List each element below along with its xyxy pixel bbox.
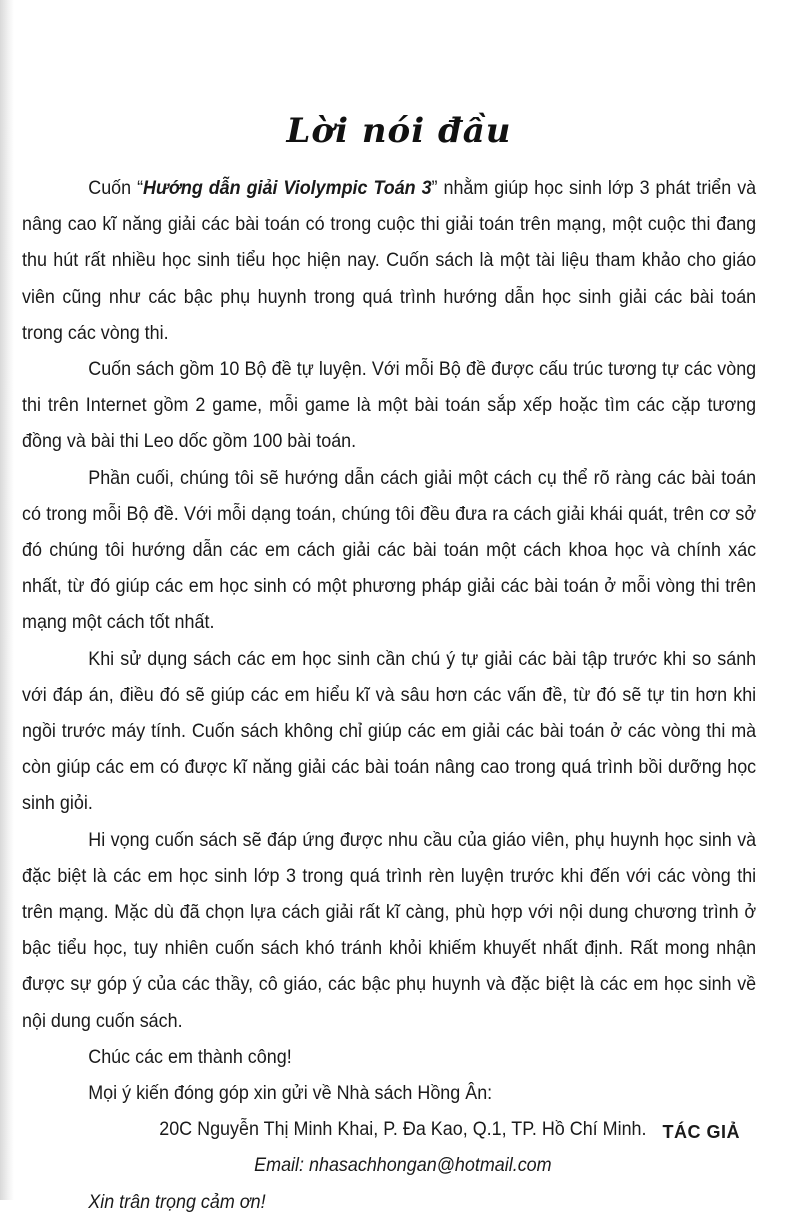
paragraph-4: Khi sử dụng sách các em học sinh cần chú ý tự giải các bài tập trước khi so sánh với đáp án, điều đó sẽ giúp các em hiểu kĩ và sâu hơn các vấn đề, từ đó sẽ tự tin hơn khi ngồi trước máy tính. Cuốn sách không chỉ giúp các em giải các bài toán ở các vòng thi mà còn giúp các em có được kĩ năng giải các bài toán nâng cao trong quá trình bồi dưỡng học sinh giỏi. [22,647,757,815]
paragraph-5: Hi vọng cuốn sách sẽ đáp ứng được nhu cầu của giáo viên, phụ huynh học sinh và đặc biệt là các em học sinh lớp 3 trong quá trình rèn luyện trước khi đến với các vòng thi trên mạng. Mặc dù đã chọn lựa cách giải rất kĩ càng, phù hợp với nội dung chương trình ở bậc tiểu học, tuy nhiên cuốn sách khó tránh khỏi khiếm khuyết nhất định. Rất mong nhận được sự góp ý của các thầy, cô giáo, các bậc phụ huynh và đặc biệt là các em học sinh về nội dung cuốn sách. [22,828,757,1032]
paragraph-1-suffix: ” nhằm giúp học sinh lớp 3 phát triển và nâng cao kĩ năng giải các bài toán có trong cuộc thi giải toán trên mạng, một cuộc thi đang thu hút rất nhiều học sinh tiểu học hiện nay. Cuốn sách là một tài liệu tham khảo cho giáo viên cũng như các bậc phụ huynh trong quá trình hướng dẫn học sinh giải các bài toán trong các vòng thi. [22,177,757,344]
page-edge-shadow [0,0,14,1200]
thanks-line: Xin trân trọng cảm ơn! [88,1190,266,1213]
book-title-emphasis: Hướng dẫn giải Violympic Toán 3 [143,177,432,199]
closing-wish: Chúc các em thành công! [88,1045,292,1068]
author-signature: TÁC GIẢ [662,1122,740,1142]
page-title: Lời nói đầu [286,110,512,151]
email-line: Email: nhasachhongan@hotmail.com [254,1154,552,1177]
paragraph-1 [22,170,756,351]
feedback-line: Mọi ý kiến đóng góp xin gửi về Nhà sách Hồng Ân: [88,1082,493,1105]
paragraph-3: Phần cuối, chúng tôi sẽ hướng dẫn cách giải một cách cụ thể rõ ràng các bài toán có trong mỗi Bộ đề. Với mỗi dạng toán, chúng tôi đều đưa ra cách giải khái quát, trên cơ sở đó chúng tôi hướng dẫn các em cách giải các bài toán một cách khoa học và chính xác nhất, từ đó giúp các em học sinh có một phương pháp giải các bài toán ở mỗi vòng thi trên mạng một cách tốt nhất. [22,466,757,634]
address-line: 20C Nguyễn Thị Minh Khai, P. Đa Kao, Q.1, TP. Hồ Chí Minh. [159,1118,647,1141]
paragraph-1-prefix: Cuốn “ [88,177,144,199]
preface-body [22,170,756,1220]
paragraph-2: Cuốn sách gồm 10 Bộ đề tự luyện. Với mỗi Bộ đề được cấu trúc tương tự các vòng thi trên Internet gồm 2 game, mỗi game là một bài toán sắp xếp hoặc tìm các cặp tương đồng và bài thi Leo dốc gồm 100 bài toán. [22,358,757,453]
